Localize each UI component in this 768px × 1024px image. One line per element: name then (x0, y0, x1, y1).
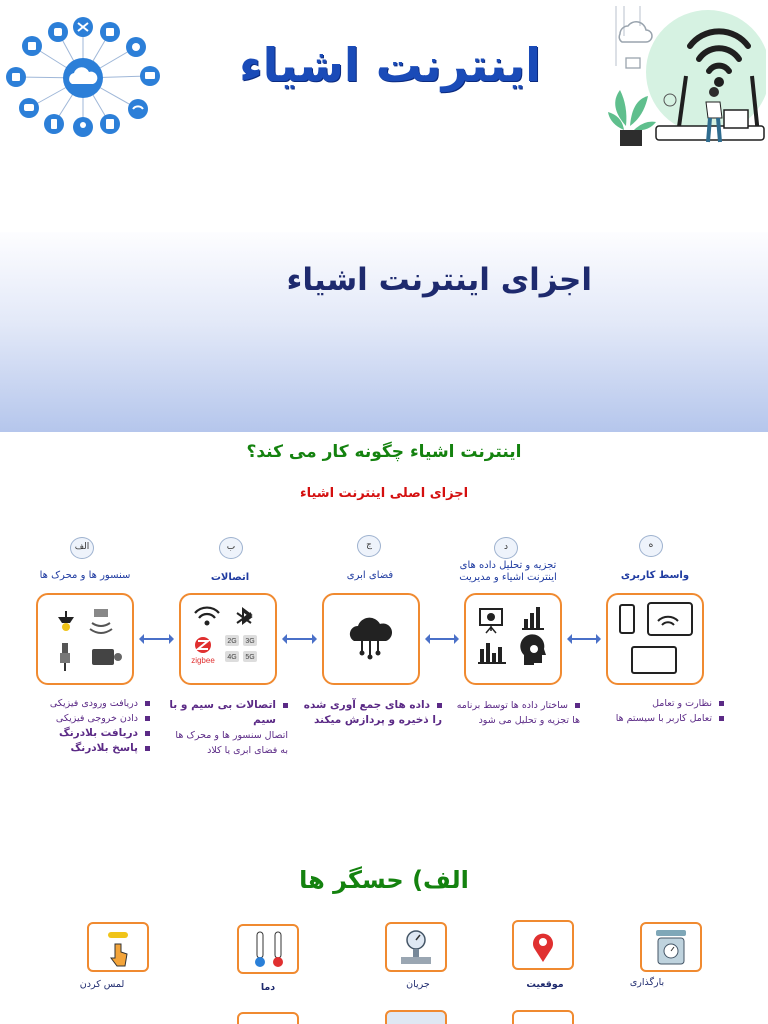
sensor-box-partial (385, 1010, 447, 1024)
svg-text:zigbee: zigbee (191, 656, 215, 665)
connector-arrow (568, 638, 600, 640)
bullet-item: تعامل کاربر با سیستم ها (600, 711, 724, 726)
bluetooth-icon (237, 609, 251, 623)
sensor-label: دما (260, 982, 276, 993)
cloud-network-icon (350, 618, 392, 660)
spark-plug-icon (60, 643, 70, 671)
cloud-bullets (302, 698, 442, 728)
letter-badge: د (494, 537, 518, 559)
bullet-item: ساختار داده ها توسط برنامه (440, 698, 580, 713)
iot-network-illustration (4, 14, 162, 142)
monitor-icon (632, 647, 676, 673)
connector-arrow (283, 638, 316, 640)
connectivity-bullets (150, 698, 288, 758)
position-sensor-box (512, 920, 574, 970)
flow-sensor-box (385, 922, 447, 972)
section-banner (0, 232, 768, 432)
user-interface-box (606, 593, 704, 685)
bullet-item: اتصالات بی سیم و با سیم (150, 698, 288, 728)
tablet-wifi-icon (648, 603, 692, 635)
temperature-sensor-box (237, 924, 299, 974)
flow-gauge-icon (387, 924, 445, 970)
connectivity-box (179, 593, 277, 685)
lamp-icon (58, 611, 74, 631)
wifi-person-illustration (606, 6, 766, 152)
letter-badge: ه (639, 535, 663, 557)
bullet-item: را ذخیره و پردازش میکند (313, 714, 442, 726)
sensor-box-partial (512, 1010, 574, 1024)
section-banner-title: اجزای اینترنت اشیاء (286, 262, 592, 298)
how-it-works-question: اینترنت اشیاء چگونه کار می کند؟ (246, 442, 522, 462)
sensors-section-title: الف) حسگر ها (299, 866, 469, 894)
main-components-subtitle: اجزای اصلی اینترنت اشیاء (299, 486, 469, 501)
column-header: فضای ابری (346, 570, 394, 581)
analytics-bullets (440, 698, 580, 728)
motor-icon (92, 649, 122, 665)
sensor-label: موقعیت (526, 979, 564, 990)
letter-badge: ج (357, 535, 381, 557)
svg-text:4G: 4G (227, 654, 237, 661)
load-sensor-box (640, 922, 702, 972)
page-title: اینترنت اشیاء (239, 38, 541, 92)
sensors-bullets (20, 696, 150, 756)
bullet-item: نظارت و تعامل (600, 696, 724, 711)
location-pin-icon (514, 922, 572, 968)
letter-badge: الف (70, 537, 94, 559)
touch-icon (89, 924, 147, 970)
bullet-item: دریافت ورودی فیزیکی (20, 696, 150, 711)
bullet-item: به فضای ابری یا کلاد (207, 745, 288, 756)
column-chart-icon (478, 643, 506, 663)
sensor-box-partial (237, 1012, 299, 1024)
brain-gear-icon (520, 634, 546, 665)
column-header: واسط کاربری (620, 570, 690, 581)
connector-arrow (426, 638, 458, 640)
column-header: اتصالات (210, 572, 250, 583)
wifi-icon (195, 608, 219, 618)
column-header: سنسور ها و محرک ها (39, 570, 131, 581)
scale-icon (642, 924, 700, 970)
sensor-label: بارگذاری (629, 977, 665, 988)
zigbee-icon (195, 637, 211, 653)
bullet-item: دادن خروجی فیزیکی (20, 711, 150, 726)
phone-icon (620, 605, 634, 633)
svg-text:2G: 2G (227, 638, 237, 645)
analytics-box (464, 593, 562, 685)
svg-text:3G: 3G (245, 638, 255, 645)
ui-bullets (600, 696, 724, 726)
bullet-item: دریافت بلادرنگ (20, 726, 150, 741)
bar-chart-icon (522, 607, 544, 629)
connector-arrow (140, 638, 173, 640)
sensor-waves-icon (90, 609, 112, 633)
sensor-label: لمس کردن (79, 979, 125, 990)
column-header-line: تجزیه و تحلیل داده های (459, 560, 557, 571)
letter-badge: ب (219, 537, 243, 559)
bullet-item: ها تجزیه و تحلیل می شود (478, 715, 580, 726)
bullet-item: داده های جمع آوری شده (302, 698, 442, 713)
sensors-actuators-box (36, 593, 134, 685)
touch-sensor-box (87, 922, 149, 972)
sensor-label: جریان (406, 979, 430, 990)
presentation-icon (480, 609, 502, 633)
svg-text:5G: 5G (245, 654, 255, 661)
cloud-box (322, 593, 420, 685)
column-header (446, 560, 570, 584)
bullet-item: اتصال سنسور ها و محرک ها (175, 730, 288, 741)
bullet-item: پاسخ بلادرنگ (20, 741, 150, 756)
thermometer-icon (239, 926, 297, 972)
column-header-line: اینترنت اشیاء و مدیریت (459, 572, 557, 583)
